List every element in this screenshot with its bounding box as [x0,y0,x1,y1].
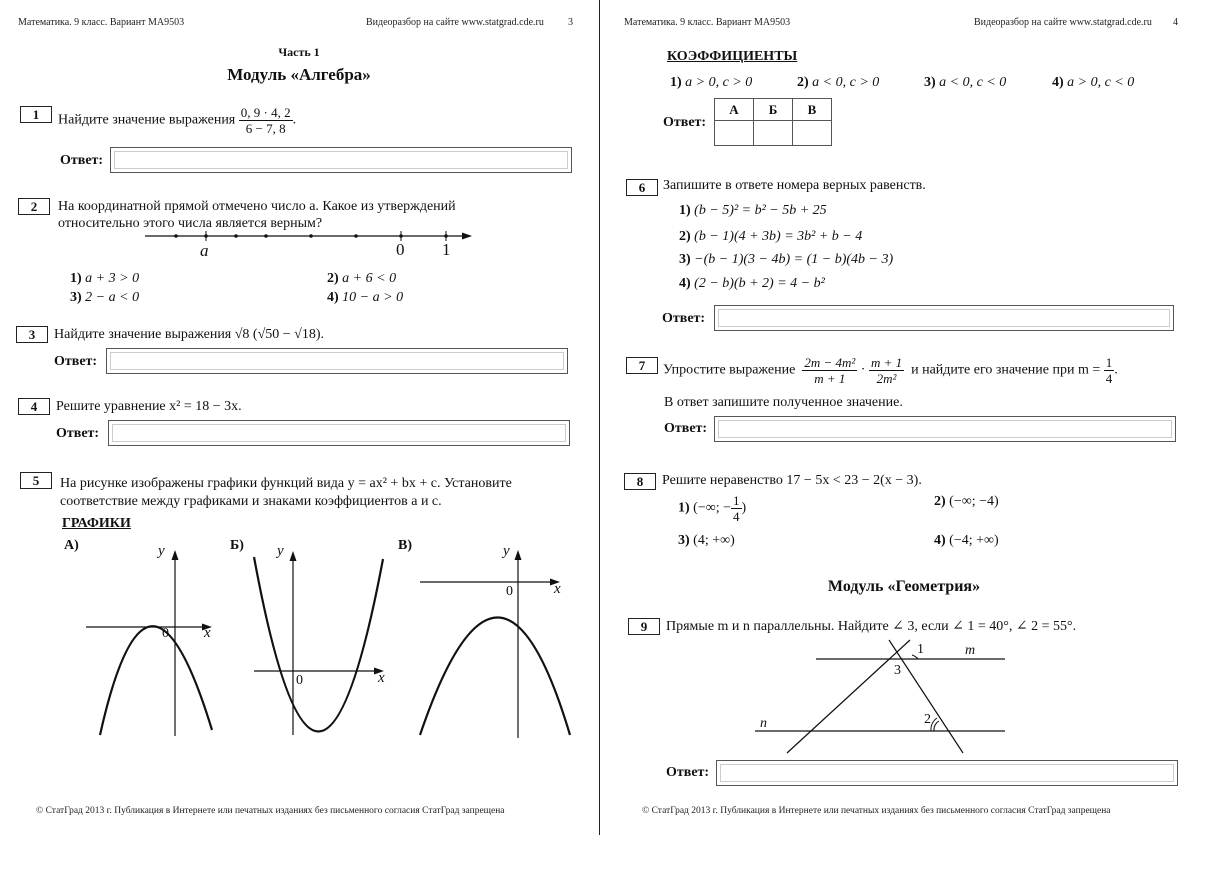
q6-option-3-num: 3) [679,252,691,267]
coef-option-1-num: 1) [670,75,682,90]
q8-option-3-text: (4; +∞) [693,533,735,548]
coef-option-2-text: a < 0, c > 0 [812,75,880,90]
graph-b [248,545,393,740]
number-line [140,228,480,264]
q6-option-4[interactable] [679,274,825,293]
answer-col-b-header: Б [754,99,793,121]
q7-frac1-den: m + 1 [814,371,846,386]
graph-a [80,540,220,740]
q7-fraction-2 [869,355,904,386]
line-label-m: m [965,643,976,658]
graph-a-origin: 0 [162,626,169,641]
question-number-3: 3 [16,326,48,343]
q1-answer-label: Ответ: [60,153,104,168]
q7-dot: · [860,362,866,378]
coef-option-4[interactable] [1052,73,1134,92]
q2-option-1-text: a + 3 > 0 [85,271,140,286]
graph-b-y-label: y [277,543,284,559]
coef-option-1[interactable] [670,73,752,92]
q7-prompt: Упростите выражение [663,362,796,378]
q2-option-1[interactable] [70,269,139,288]
q9-text: Прямые m и n параллельны. Найдите ∠ 3, если ∠ 1 = 40°, ∠ 2 = 55°. [666,619,1077,634]
q5-text-line2: соответствие между графиками и знаками коэффициентов a и c. [60,494,442,509]
answer-col-a-header: А [715,99,754,121]
q8-option-4-text: (−4; +∞) [949,533,999,548]
q6-option-2-num: 2) [679,229,691,244]
axis-label-one: 1 [442,240,451,259]
q4-answer-label: Ответ: [56,426,100,441]
q8-text: Решите неравенство 17 − 5x < 23 − 2(x − 3). [662,473,922,488]
question-number-2: 2 [18,198,50,215]
q8-opt1-frac-den: 4 [733,509,740,524]
q4-answer-field[interactable] [108,420,570,446]
left-page-number: 3 [568,17,573,28]
q6-option-1-num: 1) [679,203,691,218]
graph-label-v: В) [398,538,412,553]
q2-option-4-num: 4) [327,290,339,305]
q7-line2: В ответ запишите полученное значение. [664,395,903,410]
q2-option-3-text: 2 − a < 0 [85,290,140,305]
q6-option-4-text: (2 − b)(b + 2) = 4 − b² [694,276,825,291]
coef-option-4-text: a > 0, c < 0 [1067,75,1135,90]
left-header-title: Математика. 9 класс. Вариант МА9503 [18,17,185,28]
q8-option-1[interactable] [678,493,746,524]
q2-option-3-num: 3) [70,290,82,305]
graph-label-a: А) [64,538,79,553]
graph-b-origin: 0 [296,673,303,688]
question-number-4: 4 [18,398,50,415]
q7-answer-field[interactable] [714,416,1176,442]
coef-option-3[interactable] [924,73,1006,92]
coef-option-3-num: 3) [924,75,936,90]
angle-label-2: 2 [924,712,931,727]
right-page-number: 4 [1173,17,1178,28]
q6-option-4-num: 4) [679,276,691,291]
q7-frac3-den: 4 [1105,371,1113,386]
q8-option-1-pre: (−∞; − [693,500,731,516]
q8-option-3[interactable] [678,531,735,550]
coef-option-3-text: a < 0, c < 0 [939,75,1007,90]
q7-answer-label: Ответ: [664,421,708,436]
graph-b-x-label: x [378,670,385,686]
q6-answer-label: Ответ: [662,311,706,326]
parallel-lines-figure [750,635,1020,760]
graph-v-x-label: x [554,581,561,597]
q7-frac1-num: 2m − 4m² [804,355,856,370]
angle-label-3: 3 [894,663,901,678]
question-number-9: 9 [628,618,660,635]
q7-fraction-1 [802,355,857,386]
q6-option-2-text: (b − 1)(4 + 3b) = 3b² + b − 4 [694,229,863,244]
q3-answer-label: Ответ: [54,354,98,369]
q7-frac2-num: m + 1 [870,355,903,370]
q8-option-2-text: (−∞; −4) [949,494,999,509]
q6-answer-field[interactable] [714,305,1174,331]
q7-fraction-3 [1104,355,1115,386]
graph-v [415,540,575,740]
q3-answer-field[interactable] [106,348,568,374]
question-number-7: 7 [626,357,658,374]
left-footer: © СтатГрад 2013 г. Публикация в Интернете или печатных изданиях без письменного согласия СтатГрад запрещена [36,806,505,816]
q7-frac2-den: 2m² [876,371,897,386]
right-header-title: Математика. 9 класс. Вариант МА9503 [624,17,791,28]
module-geometry-title: Модуль «Геометрия» [827,578,981,595]
module-algebra-title: Модуль «Алгебра» [227,65,371,84]
q4-text: Решите уравнение x² = 18 − 3x. [56,399,242,414]
graphs-heading: ГРАФИКИ [62,516,131,531]
coef-option-1-text: a > 0, c > 0 [685,75,753,90]
question-number-1: 1 [20,106,52,123]
right-header-site: Видеоразбор на сайте www.statgrad.cde.ru [974,17,1152,28]
answer-col-v-header: В [793,99,832,121]
q8-option-4-num: 4) [934,533,946,548]
q2-option-4[interactable] [327,288,403,307]
q7-frac3-num: 1 [1105,355,1113,370]
q8-option-1-post: ) [741,500,747,516]
q2-option-2-text: a + 6 < 0 [342,271,397,286]
q8-option-1-fraction [731,493,742,524]
angle-label-1: 1 [917,642,924,657]
answer-cell-a[interactable] [715,121,754,146]
graph-a-x-label: x [204,625,211,641]
q8-opt1-frac-num: 1 [733,493,740,508]
coef-heading: КОЭФФИЦИЕНТЫ [667,49,798,64]
q6-option-3-text: −(b − 1)(3 − 4b) = (1 − b)(4b − 3) [694,252,894,267]
q6-option-2[interactable] [679,227,862,246]
q2-option-4-text: 10 − a > 0 [342,290,404,305]
graph-label-b: Б) [230,538,244,553]
q5-text-line1: На рисунке изображены графики функций вида y = ax² + bx + c. Установите [60,476,512,491]
q1-prompt: Найдите значение выражения [58,112,236,128]
coef-option-2-num: 2) [797,75,809,90]
q2-option-2-num: 2) [327,271,339,286]
q6-option-1-text: (b − 5)² = b² − 5b + 25 [694,203,827,218]
q1-answer-field[interactable] [110,147,572,173]
q8-option-2[interactable] [934,492,999,511]
q6-option-3[interactable] [679,250,893,269]
question-number-5: 5 [20,472,52,489]
axis-label-zero: 0 [396,240,405,259]
graph-v-y-label: y [503,543,510,559]
answer-cell-v[interactable] [793,121,832,146]
q2-text-line1: На координатной прямой отмечено число a. Какое из утверждений [58,199,456,214]
q2-option-3[interactable] [70,288,139,307]
question-number-6: 6 [626,179,658,196]
q8-option-2-num: 2) [934,494,946,509]
page-divider [599,0,600,835]
left-header-site: Видеоразбор на сайте www.statgrad.cde.ru [366,17,544,28]
q8-option-4[interactable] [934,531,999,550]
q1-fraction [239,105,293,136]
q1-frac-num: 0, 9 · 4, 2 [240,105,291,120]
q5-answer-table [714,98,832,146]
question-number-8: 8 [624,473,656,490]
q9-answer-label: Ответ: [666,765,710,780]
q8-option-1-num: 1) [678,500,690,516]
part-title: Часть 1 [278,45,320,59]
coef-option-4-num: 4) [1052,75,1064,90]
question-1-text [58,105,296,136]
q7-prompt-2: и найдите его значение при m = [911,362,1101,378]
q1-tail: . [292,112,297,128]
q9-answer-field[interactable] [716,760,1178,786]
coef-option-2[interactable] [797,73,879,92]
q7-tail: . [1114,362,1118,378]
graph-v-origin: 0 [506,584,513,599]
q7-expression [663,355,1118,386]
q2-text-line2: относительно этого числа является верным? [58,216,323,231]
line-label-n: n [760,716,767,731]
answer-cell-b[interactable] [754,121,793,146]
right-footer: © СтатГрад 2013 г. Публикация в Интернете или печатных изданиях без письменного согласия СтатГрад запрещена [642,806,1111,816]
axis-label-a: a [200,241,209,260]
q6-text: Запишите в ответе номера верных равенств. [663,178,926,193]
q6-option-1[interactable] [679,201,827,220]
q2-option-1-num: 1) [70,271,82,286]
q3-text: Найдите значение выражения √8 (√50 − √18). [54,327,325,342]
q8-option-3-num: 3) [678,533,690,548]
graph-a-y-label: y [158,543,165,559]
q5-answer-label: Ответ: [663,115,707,130]
q2-option-2[interactable] [327,269,396,288]
q1-frac-den: 6 − 7, 8 [245,121,286,136]
